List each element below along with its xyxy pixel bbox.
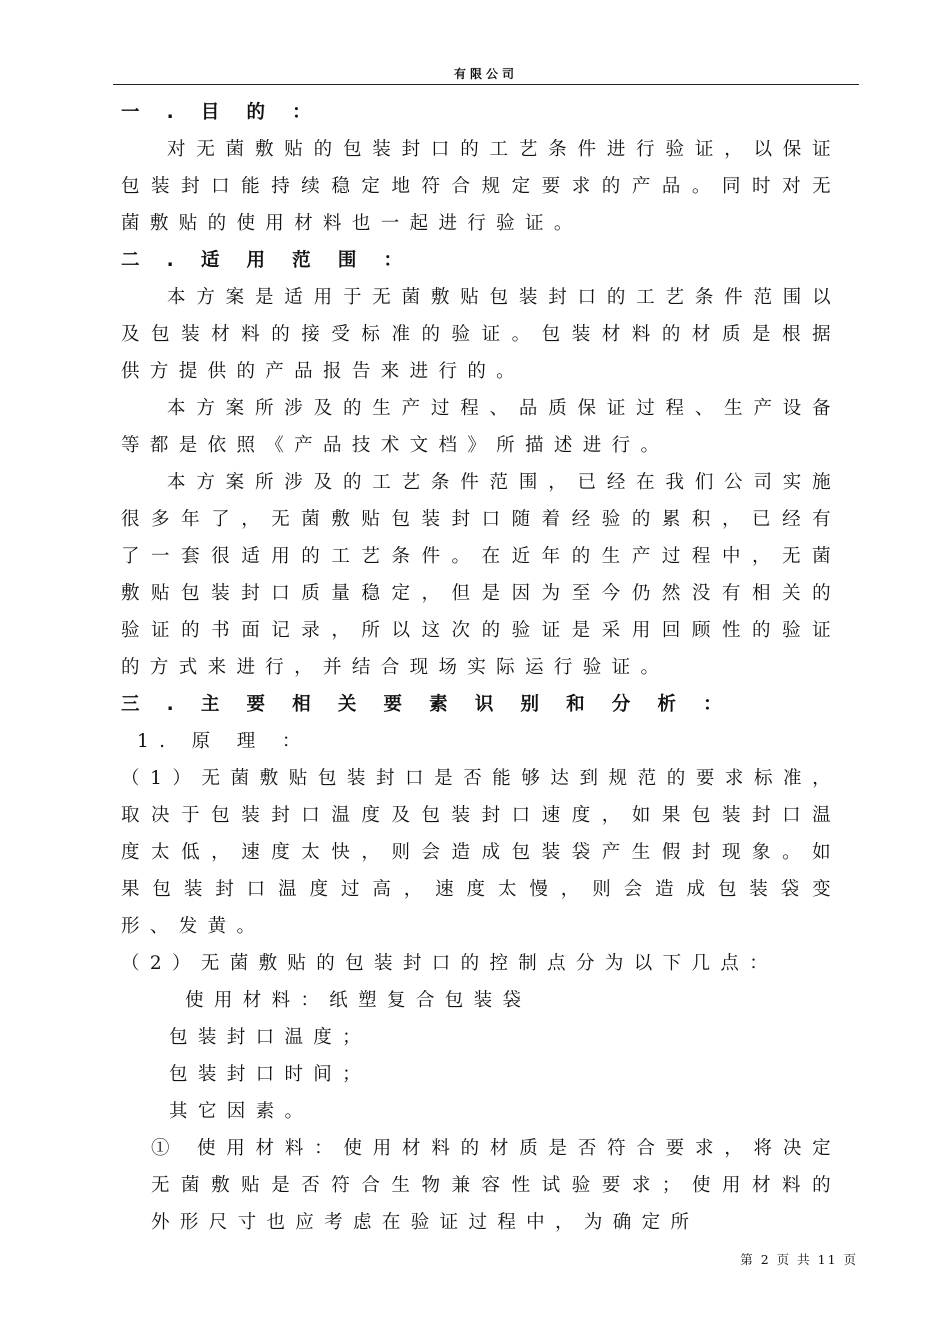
control-point-list-item: 其它因素。	[169, 1101, 314, 1122]
section-1-paragraph: 对无菌敷贴的包装封口的工艺条件进行验证，以保证包装封口能持续稳定地符合规定要求的产品。同时对无菌敷贴的使用材料也一起进行验证。	[121, 139, 841, 234]
page-number-footer: 第 2 页 共 11 页	[740, 1252, 858, 1267]
section-3-heading: 三 . 主 要 相 关 要 素 识 别 和 分 析 ：	[121, 694, 732, 715]
circled-item-1: ① 使用材料：使用材料的材质是否符合要求，将决定无菌敷贴是否符合生物兼容性试验要求；使用材料的外形尺寸也应考虑在验证过程中，为确定所	[151, 1138, 841, 1233]
section-2-paragraph-1: 本方案是适用于无菌敷贴包装封口的工艺条件范围以及包装材料的接受标准的验证。包装材料的材质是根据供方提供的产品报告来进行的。	[121, 287, 841, 382]
section-2-heading: 二 . 适 用 范 围 ：	[121, 250, 413, 271]
section-1-heading: 一 . 目 的 ：	[121, 102, 322, 123]
control-point-list-item: 包装封口温度；	[169, 1027, 372, 1048]
control-point-list-item: 包装封口时间；	[169, 1064, 372, 1085]
section-3-subheading-principle: 1. 原 理 ：	[137, 731, 311, 752]
control-point-list-item: 使用材料：纸塑复合包装袋	[185, 990, 532, 1011]
document-body	[121, 94, 841, 1241]
section-2-paragraph-3: 本方案所涉及的工艺条件范围，已经在我们公司实施很多年了，无菌敷贴包装封口随着经验的累积，已经有了一套很适用的工艺条件。在近年的生产过程中，无菌敷贴包装封口质量稳定，但是因为至今仍然没有相关的验证的书面记录，所以这次的验证是采用回顾性的验证的方式来进行，并结合现场实际运行验证。	[121, 472, 841, 678]
section-2-paragraph-2: 本方案所涉及的生产过程、品质保证过程、生产设备等都是依照《产品技术文档》所描述进行。	[121, 398, 841, 456]
section-3-item-1: （1）无菌敷贴包装封口是否能够达到规范的要求标准，取决于包装封口温度及包装封口速度，如果包装封口温度太低，速度太快，则会造成包装袋产生假封现象。如果包装封口温度过高，速度太慢，则会造成包装袋变形、发黄。	[121, 768, 841, 937]
section-3-item-2: （2）无菌敷贴的包装封口的控制点分为以下几点：	[121, 953, 779, 974]
page-header-company: 有限公司	[113, 66, 859, 85]
